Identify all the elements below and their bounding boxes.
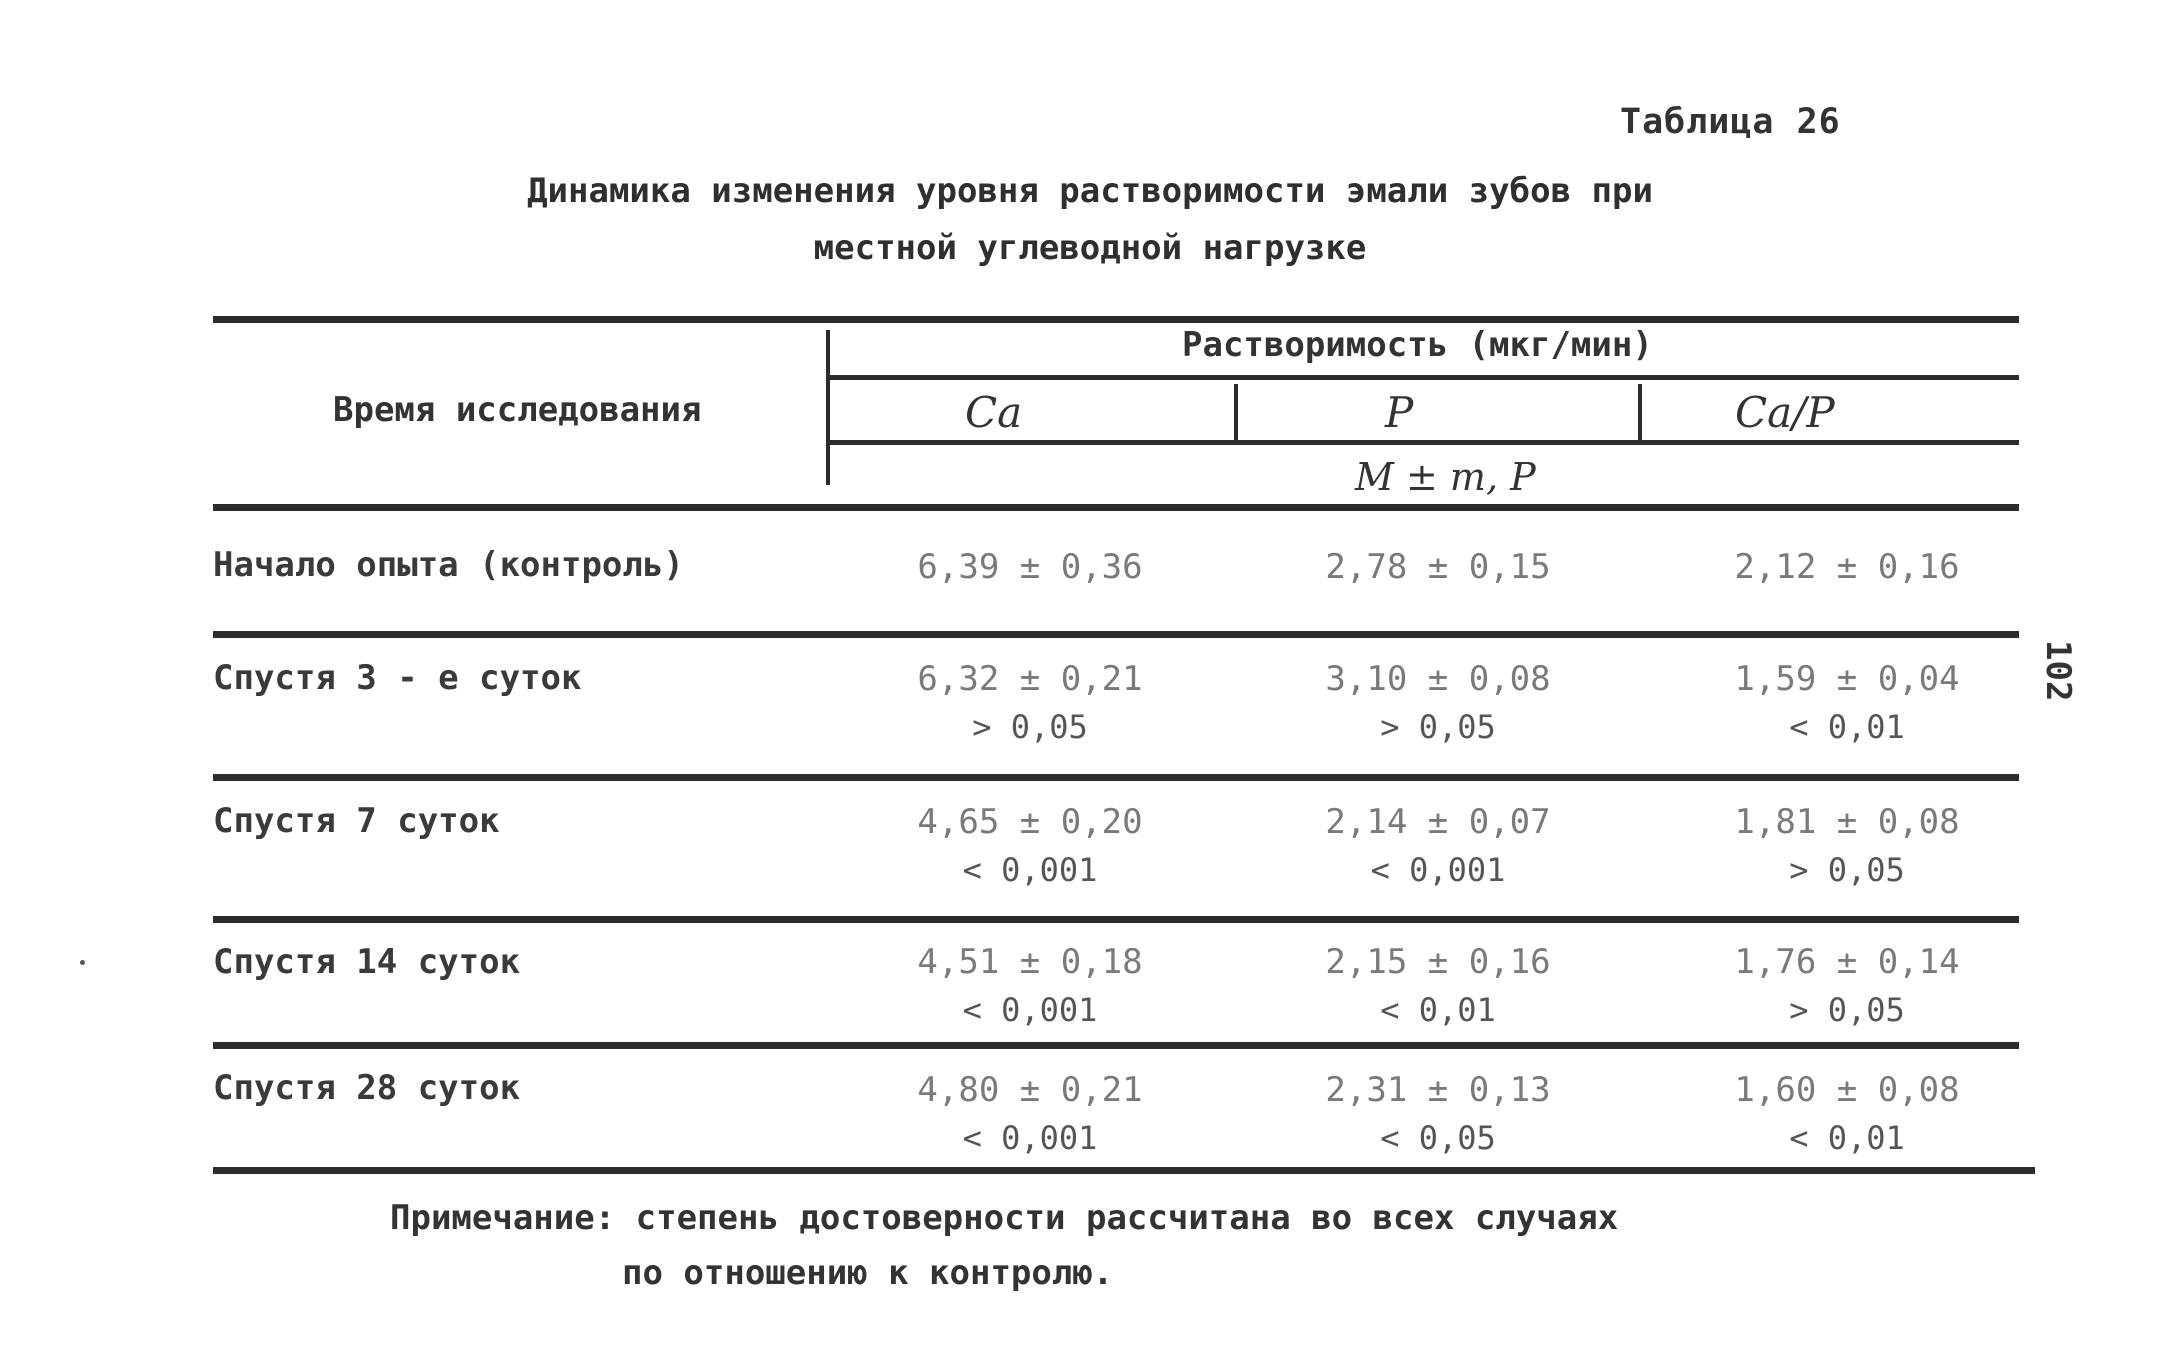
cell-value: 2,31 ± 0,13 xyxy=(1325,1070,1551,1110)
cell-p-value: < 0,001 xyxy=(962,991,1098,1029)
cell-p-value: > 0,05 xyxy=(972,708,1088,746)
cell-value: 4,51 ± 0,18 xyxy=(917,942,1143,982)
cell-value: 6,32 ± 0,21 xyxy=(917,659,1143,699)
table-top-rule xyxy=(213,316,2019,323)
row-label: Спустя 7 суток xyxy=(213,801,500,841)
header-vertical-divider xyxy=(826,330,830,485)
cell-p-value: < 0,001 xyxy=(1370,851,1506,889)
cell-p-value: < 0,001 xyxy=(962,851,1098,889)
cell-value: 4,80 ± 0,21 xyxy=(917,1070,1143,1110)
cell-p-value: > 0,05 xyxy=(1789,991,1905,1029)
cell-p-value: > 0,05 xyxy=(1380,708,1496,746)
column-header-ca-p: Ca/P xyxy=(1735,388,1835,437)
cell-ca xyxy=(830,543,1230,591)
column-divider xyxy=(1638,384,1642,440)
column-header-rule xyxy=(828,440,2019,445)
cell-p xyxy=(1238,543,1638,591)
cell-value: 3,10 ± 0,08 xyxy=(1325,659,1551,699)
row-separator xyxy=(213,631,2019,638)
statistics-header: M ± m, P xyxy=(1355,455,1536,499)
row-label: Спустя 3 - е суток xyxy=(213,658,582,698)
row-separator xyxy=(213,916,2019,923)
cell-p xyxy=(1238,938,1638,1034)
table-number-label: Таблица 26 xyxy=(1620,102,1841,142)
cell-p-value: < 0,05 xyxy=(1380,1119,1496,1157)
cell-ca-p xyxy=(1642,655,2052,751)
table-bottom-rule xyxy=(213,1167,2035,1174)
cell-value: 2,78 ± 0,15 xyxy=(1325,547,1551,587)
cell-ca xyxy=(830,938,1230,1034)
cell-value: 1,59 ± 0,04 xyxy=(1734,659,1960,699)
page-number: 102 xyxy=(2038,640,2078,702)
cell-value: 1,60 ± 0,08 xyxy=(1734,1070,1960,1110)
row-separator xyxy=(213,1042,2019,1049)
group-header-label: Растворимость (мкг/мин) xyxy=(1182,325,1653,365)
cell-value: 4,65 ± 0,20 xyxy=(917,802,1143,842)
cell-ca-p xyxy=(1642,1066,2052,1162)
row-label: Начало опыта (контроль) xyxy=(213,545,684,585)
cell-ca-p xyxy=(1642,543,2052,591)
table-title-line-1: Динамика изменения уровня растворимости эмали зубов при xyxy=(527,171,1653,211)
cell-value: 2,12 ± 0,16 xyxy=(1734,547,1960,587)
cell-ca xyxy=(830,798,1230,894)
cell-value: 6,39 ± 0,36 xyxy=(917,547,1143,587)
cell-value: 1,76 ± 0,14 xyxy=(1734,942,1960,982)
table-title-line-2: местной углеводной нагрузке xyxy=(813,228,1367,268)
group-header-rule xyxy=(828,375,2019,380)
cell-ca-p xyxy=(1642,938,2052,1034)
table-note-line-2: по отношению к контролю. xyxy=(622,1253,1114,1293)
cell-p xyxy=(1238,798,1638,894)
row-label: Спустя 28 суток xyxy=(213,1068,521,1108)
table-title xyxy=(360,163,1820,277)
cell-p xyxy=(1238,655,1638,751)
row-header-label: Время исследования xyxy=(333,390,702,430)
cell-p xyxy=(1238,1066,1638,1162)
cell-p-value: > 0,05 xyxy=(1789,851,1905,889)
scan-speck xyxy=(80,960,85,965)
column-header-ca: Ca xyxy=(965,388,1023,437)
cell-p-value: < 0,01 xyxy=(1380,991,1496,1029)
cell-ca xyxy=(830,1066,1230,1162)
row-label: Спустя 14 суток xyxy=(213,942,521,982)
cell-ca-p xyxy=(1642,798,2052,894)
cell-ca xyxy=(830,655,1230,751)
row-separator xyxy=(213,774,2019,781)
header-bottom-rule xyxy=(213,504,2019,511)
table-note-line-1: Примечание: степень достоверности рассчитана во всех случаях xyxy=(390,1198,1619,1238)
column-header-p: P xyxy=(1385,388,1414,437)
cell-p-value: < 0,01 xyxy=(1789,708,1905,746)
cell-p-value: < 0,01 xyxy=(1789,1119,1905,1157)
cell-value: 2,14 ± 0,07 xyxy=(1325,802,1551,842)
cell-value: 1,81 ± 0,08 xyxy=(1734,802,1960,842)
cell-p-value: < 0,001 xyxy=(962,1119,1098,1157)
cell-value: 2,15 ± 0,16 xyxy=(1325,942,1551,982)
column-divider xyxy=(1234,384,1238,440)
